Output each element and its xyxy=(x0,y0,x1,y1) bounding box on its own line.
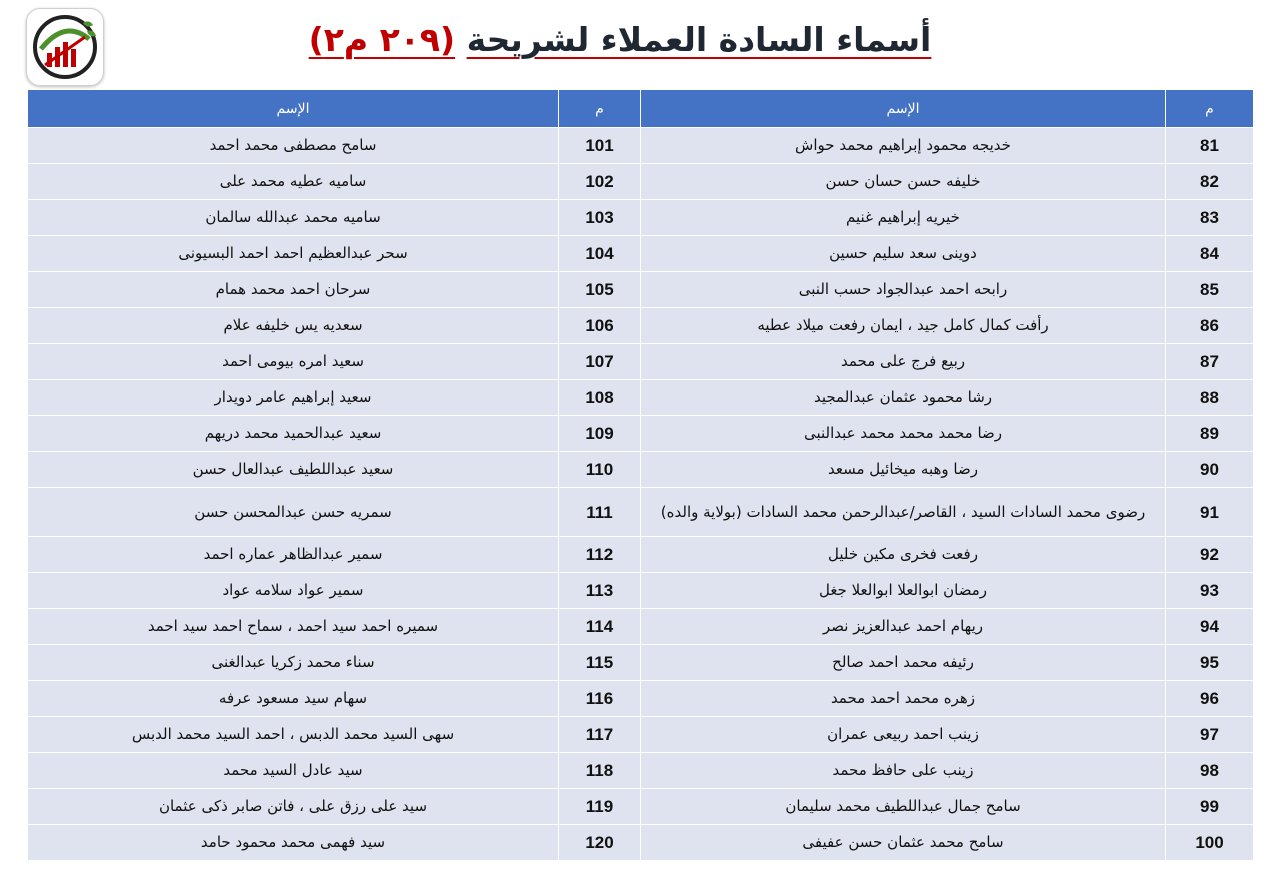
customer-name: رضوى محمد السادات السيد ، القاصر/عبدالرحمن محمد السادات (بولاية والده) xyxy=(641,488,1166,537)
page-title xyxy=(300,12,940,68)
customer-name: سعيد عبداللطيف عبدالعال حسن xyxy=(28,452,559,488)
customer-name: سمير عبدالظاهر عماره احمد xyxy=(28,537,559,573)
customer-name: سيد فهمى محمد محمود حامد xyxy=(28,825,559,861)
row-number: 100 xyxy=(1166,825,1254,861)
customer-name: سعيد عبدالحميد محمد دريهم xyxy=(28,416,559,452)
row-number: 110 xyxy=(559,452,641,488)
row-number: 93 xyxy=(1166,573,1254,609)
customer-name: سعيد إبراهيم عامر دويدار xyxy=(28,380,559,416)
row-number: 84 xyxy=(1166,236,1254,272)
row-number: 108 xyxy=(559,380,641,416)
row-number: 91 xyxy=(1166,488,1254,537)
table-row xyxy=(28,717,1254,753)
header-num-left: م xyxy=(559,90,641,128)
customer-name: رابحه احمد عبدالجواد حسب النبى xyxy=(641,272,1166,308)
row-number: 119 xyxy=(559,789,641,825)
row-number: 112 xyxy=(559,537,641,573)
customer-name: سامح محمد عثمان حسن عفيفى xyxy=(641,825,1166,861)
customers-table xyxy=(27,89,1254,861)
table-row xyxy=(28,128,1254,164)
row-number: 86 xyxy=(1166,308,1254,344)
customer-name: رمضان ابوالعلا ابوالعلا جغل xyxy=(641,573,1166,609)
customer-name: خديجه محمود إبراهيم محمد حواش xyxy=(641,128,1166,164)
row-number: 111 xyxy=(559,488,641,537)
table-header-row xyxy=(28,90,1254,128)
row-number: 117 xyxy=(559,717,641,753)
customer-name: سامح مصطفى محمد احمد xyxy=(28,128,559,164)
customer-name: ساميه عطيه محمد على xyxy=(28,164,559,200)
customer-name: رئيفه محمد احمد صالح xyxy=(641,645,1166,681)
row-number: 120 xyxy=(559,825,641,861)
customer-name: رضا محمد محمد محمد عبدالنبى xyxy=(641,416,1166,452)
customer-name: سيد عادل السيد محمد xyxy=(28,753,559,789)
row-number: 116 xyxy=(559,681,641,717)
customer-name: سهام سيد مسعود عرفه xyxy=(28,681,559,717)
row-number: 104 xyxy=(559,236,641,272)
table-row xyxy=(28,609,1254,645)
customer-name: زهره محمد احمد محمد xyxy=(641,681,1166,717)
table-row xyxy=(28,825,1254,861)
table-row xyxy=(28,164,1254,200)
table-row xyxy=(28,573,1254,609)
customer-name: خليفه حسن حسان حسن xyxy=(641,164,1166,200)
company-logo xyxy=(26,8,104,86)
customer-name: سميره احمد سيد احمد ، سماح احمد سيد احمد xyxy=(28,609,559,645)
row-number: 92 xyxy=(1166,537,1254,573)
customer-name: سحر عبدالعظيم احمد احمد البسيونى xyxy=(28,236,559,272)
table-row xyxy=(28,753,1254,789)
row-number: 97 xyxy=(1166,717,1254,753)
row-number: 94 xyxy=(1166,609,1254,645)
row-number: 96 xyxy=(1166,681,1254,717)
row-number: 87 xyxy=(1166,344,1254,380)
customer-name: سمير عواد سلامه عواد xyxy=(28,573,559,609)
row-number: 98 xyxy=(1166,753,1254,789)
table-row xyxy=(28,645,1254,681)
customer-name: رشا محمود عثمان عبدالمجيد xyxy=(641,380,1166,416)
row-number: 82 xyxy=(1166,164,1254,200)
title-main: أسماء السادة العملاء لشريحة xyxy=(466,20,932,59)
table-row xyxy=(28,416,1254,452)
row-number: 99 xyxy=(1166,789,1254,825)
customer-name: خيريه إبراهيم غنيم xyxy=(641,200,1166,236)
customer-name: ربيع فرج على محمد xyxy=(641,344,1166,380)
row-number: 103 xyxy=(559,200,641,236)
customer-name: سعديه يس خليفه علام xyxy=(28,308,559,344)
row-number: 89 xyxy=(1166,416,1254,452)
table-row xyxy=(28,452,1254,488)
customer-name: سعيد امره بيومى احمد xyxy=(28,344,559,380)
table-row xyxy=(28,789,1254,825)
row-number: 102 xyxy=(559,164,641,200)
row-number: 88 xyxy=(1166,380,1254,416)
row-number: 90 xyxy=(1166,452,1254,488)
customer-name: سمريه حسن عبدالمحسن حسن xyxy=(28,488,559,537)
customer-name: سيد على رزق على ، فاتن صابر ذكى عثمان xyxy=(28,789,559,825)
customer-name: سهى السيد محمد الدبس ، احمد السيد محمد الدبس xyxy=(28,717,559,753)
table-row xyxy=(28,537,1254,573)
row-number: 81 xyxy=(1166,128,1254,164)
table-row xyxy=(28,272,1254,308)
row-number: 109 xyxy=(559,416,641,452)
customer-name: رضا وهبه ميخائيل مسعد xyxy=(641,452,1166,488)
row-number: 107 xyxy=(559,344,641,380)
customer-name: ريهام احمد عبدالعزيز نصر xyxy=(641,609,1166,645)
row-number: 118 xyxy=(559,753,641,789)
header-name-right: الإسم xyxy=(641,90,1166,128)
customer-name: دوينى سعد سليم حسين xyxy=(641,236,1166,272)
row-number: 95 xyxy=(1166,645,1254,681)
row-number: 101 xyxy=(559,128,641,164)
row-number: 115 xyxy=(559,645,641,681)
row-number: 105 xyxy=(559,272,641,308)
row-number: 114 xyxy=(559,609,641,645)
table-row xyxy=(28,236,1254,272)
table-row xyxy=(28,344,1254,380)
table-row xyxy=(28,681,1254,717)
row-number: 85 xyxy=(1166,272,1254,308)
customer-name: زينب احمد ربيعى عمران xyxy=(641,717,1166,753)
customer-name: رأفت كمال كامل جيد ، ايمان رفعت ميلاد عطيه xyxy=(641,308,1166,344)
table-row xyxy=(28,308,1254,344)
customer-name: سامح جمال عبداللطيف محمد سليمان xyxy=(641,789,1166,825)
header-num-right: م xyxy=(1166,90,1254,128)
customer-name: ساميه محمد عبدالله سالمان xyxy=(28,200,559,236)
header-name-left: الإسم xyxy=(28,90,559,128)
customer-name: زينب على حافظ محمد xyxy=(641,753,1166,789)
customer-name: سرحان احمد محمد همام xyxy=(28,272,559,308)
row-number: 83 xyxy=(1166,200,1254,236)
table-row xyxy=(28,488,1254,537)
customer-name: رفعت فخرى مكين خليل xyxy=(641,537,1166,573)
table-row xyxy=(28,200,1254,236)
title-segment: (٢٠٩ م٢) xyxy=(308,20,456,59)
row-number: 106 xyxy=(559,308,641,344)
row-number: 113 xyxy=(559,573,641,609)
customer-name: سناء محمد زكريا عبدالغنى xyxy=(28,645,559,681)
table-row xyxy=(28,380,1254,416)
